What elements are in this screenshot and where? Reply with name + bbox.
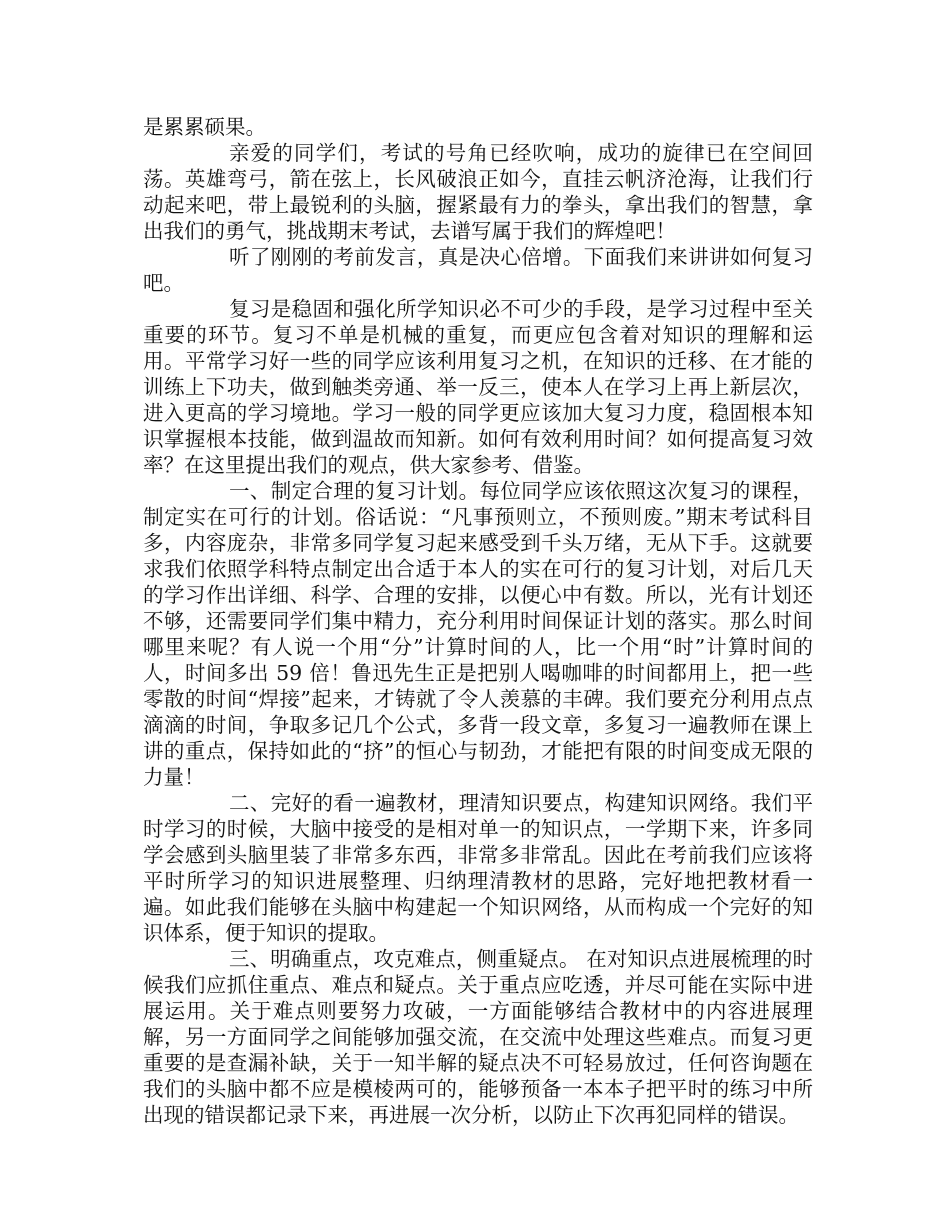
paragraph-point-three-focus: 三、明确重点，攻克难点，侧重疑点。 在对知识点进展梳理的时候我们应抓住重点、难点和疑点。关于重点应吃透，并尽可能在实际中进展运用。关于难点则要努力攻破，一方面能够结合教材中的内容进展理解，另一方面同学之间能够加强交流，在交流中处理这些难点。而复习更重要的是查漏补缺，关于一知半解的疑点决不可轻易放过，任何咨询题在我们的头脑中都不应是模棱两可的，能够预备一本本子把平时的练习中所出现的错误都记录下来，再进展一次分析，以防止下次再犯同样的错误。 [143, 947, 813, 1127]
paragraph-exam-call: 亲爱的同学们，考试的号角已经吹响，成功的旋律已在空间回荡。英雄弯弓，箭在弦上，长风破浪正如今，直挂云帆济沧海，让我们行动起来吧，带上最锐利的头脑，握紧最有力的拳头，拿出我们的智慧，拿出我们的勇气，挑战期末考试，去谱写属于我们的辉煌吧！ [143, 141, 813, 243]
paragraph-continuation: 是累累硕果。 [143, 115, 266, 139]
paragraph-review-intro: 复习是稳固和强化所学知识必不可少的手段，是学习过程中至关重要的环节。复习不单是机械的重复，而更应包含着对知识的理解和运用。平常学习好一些的同学应该利用复习之机，在知识的迁移、在才能的训练上下功夫，做到触类旁通、举一反三，使本人在学习上再上新层次，进入更高的学习境地。学习一般的同学更应该加大复习力度，稳固根本知识掌握根本技能，做到温故而知新。如何有效利用时间？如何提高复习效率？在这里提出我们的观点，供大家参考、借鉴。 [143, 297, 813, 477]
paragraph-point-two-textbook: 二、完好的看一遍教材，理清知识要点，构建知识网络。我们平时学习的时候，大脑中接受的是相对单一的知识点，一学期下来，许多同学会感到头脑里装了非常多东西，非常多非常乱。因此在考前我们应该将平时所学习的知识进展整理、归纳理清教材的思路，完好地把教材看一遍。如此我们能够在头脑中构建起一个知识网络，从而构成一个完好的知识体系，便于知识的提取。 [143, 791, 813, 945]
document-page [143, 114, 813, 1128]
paragraph-transition: 听了刚刚的考前发言，真是决心倍增。下面我们来讲讲如何复习吧。 [143, 245, 813, 295]
paragraph-point-one-plan: 一、制定合理的复习计划。每位同学应该依照这次复习的课程，制定实在可行的计划。俗话说：“凡事预则立，不预则废。”期末考试科目多，内容庞杂，非常多同学复习起来感受到千头万绪，无从下手。这就要求我们依照学科特点制定出合适于本人的实在可行的复习计划，对后几天的学习作出详细、科学、合理的安排，以便心中有数。所以，光有计划还不够，还需要同学们集中精力，充分利用时间保证计划的落实。那么时间哪里来呢？有人说一个用“分”计算时间的人，比一个用“时”计算时间的人，时间多出 59 倍！鲁迅先生正是把别人喝咖啡的时间都用上，把一些零散的时间“焊接”起来，才铸就了令人羡慕的丰碑。我们要充分利用点点滴滴的时间，争取多记几个公式，多背一段文章，多复习一遍教师在课上讲的重点，保持如此的“挤”的恒心与韧劲，才能把有限的时间变成无限的力量！ [143, 479, 813, 789]
